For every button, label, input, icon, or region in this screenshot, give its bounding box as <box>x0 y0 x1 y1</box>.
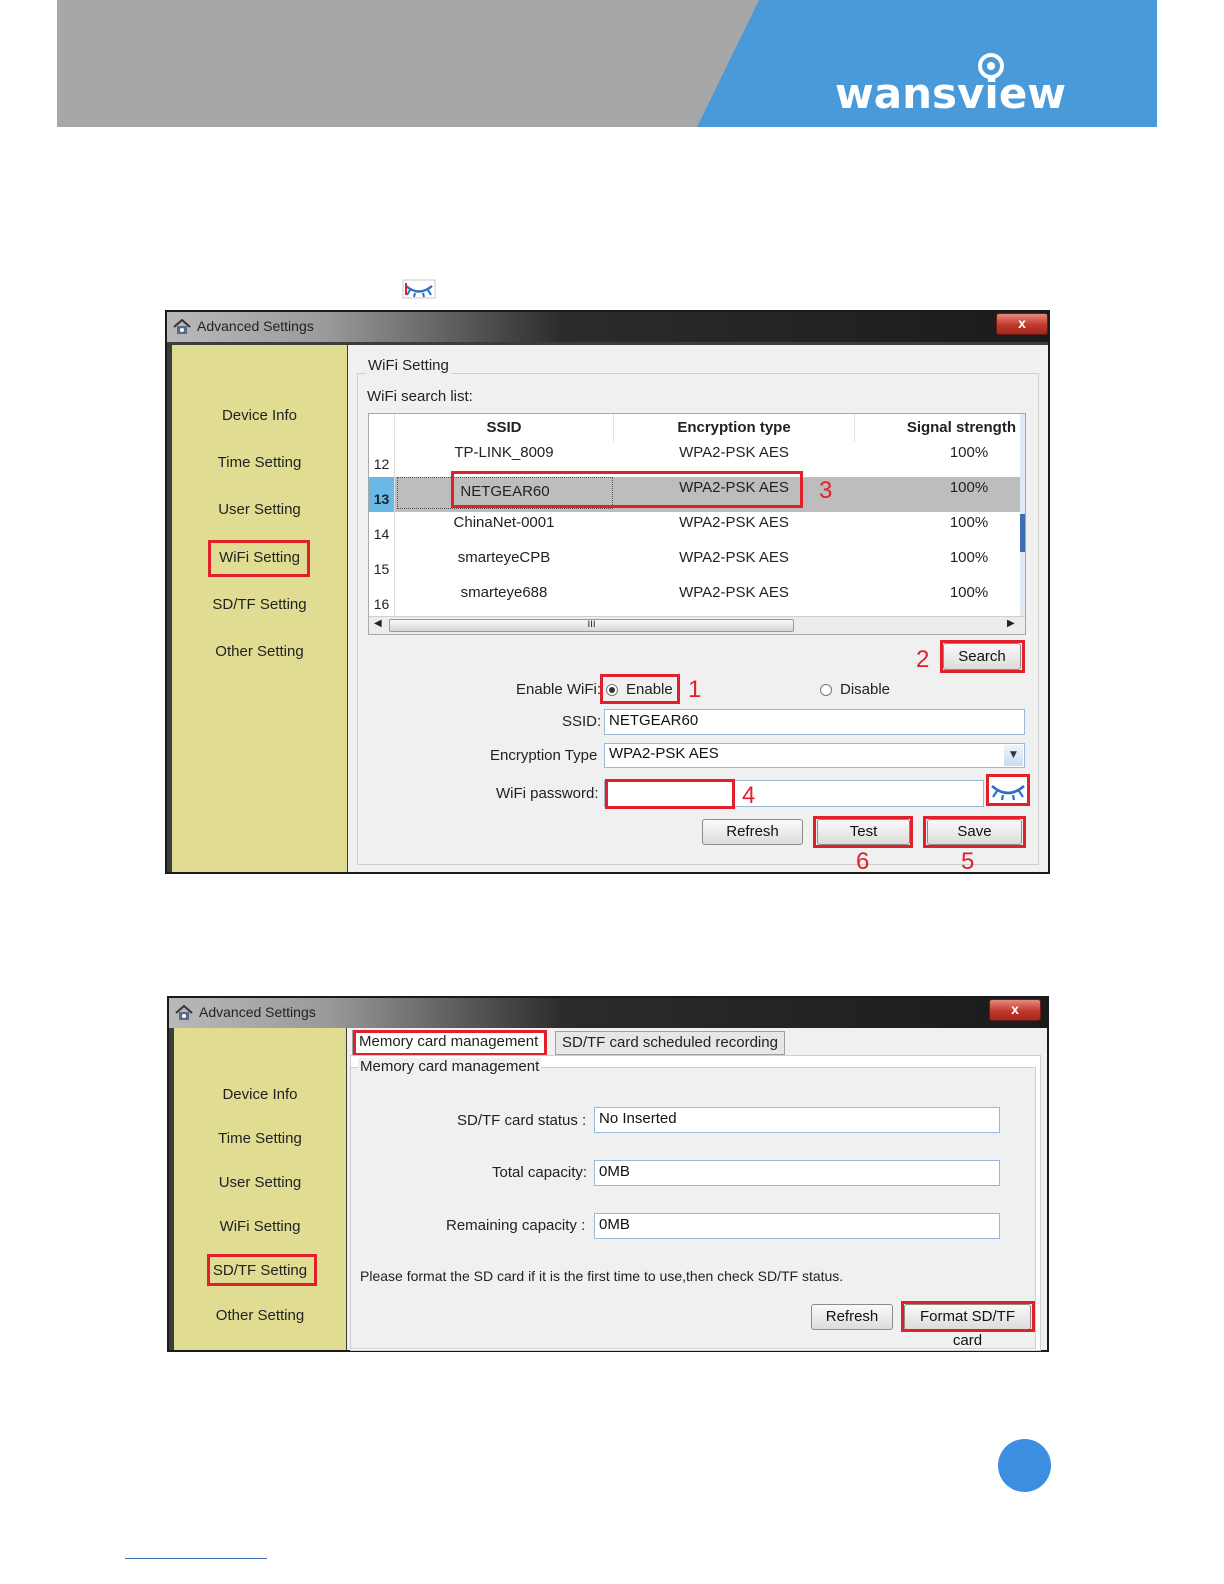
table-row[interactable] <box>369 512 1021 547</box>
row-number: 14 <box>369 512 395 547</box>
remaining-capacity-field[interactable]: 0MB <box>594 1213 1000 1239</box>
refresh-button[interactable]: Refresh <box>702 819 803 845</box>
save-button[interactable]: Save <box>927 819 1022 845</box>
cell-signal: 100% <box>949 549 989 566</box>
refresh-button[interactable]: Refresh <box>811 1304 893 1330</box>
show-password-eye-icon[interactable] <box>986 774 1030 806</box>
ssid-label: SSID: <box>562 713 602 730</box>
sidebar-item-wifi-setting[interactable]: WiFi Setting <box>219 1218 301 1235</box>
sidebar-item-other-setting[interactable]: Other Setting <box>215 1307 305 1324</box>
dialog-titlebar <box>169 998 1047 1028</box>
cell-signal: 100% <box>949 444 989 461</box>
disable-radio-label[interactable]: Disable <box>840 681 891 698</box>
scroll-right-arrow-icon[interactable]: ▶ <box>1007 618 1015 629</box>
svg-text:wansview: wansview <box>835 69 1067 112</box>
step-4-label: 4 <box>742 782 756 809</box>
encryption-type-label: Encryption Type <box>490 747 598 764</box>
step-6-label: 6 <box>856 848 870 875</box>
highlight-save <box>923 816 1026 848</box>
chevron-down-icon[interactable]: ▼ <box>1004 745 1023 766</box>
total-capacity-label: Total capacity: <box>492 1164 588 1181</box>
cell-encryption: WPA2-PSK AES <box>679 479 789 496</box>
sidebar-item-device-info[interactable]: Device Info <box>221 407 298 424</box>
tab-memory-card-management[interactable]: Memory card management <box>352 1030 545 1056</box>
remaining-capacity-label: Remaining capacity : <box>446 1217 586 1234</box>
highlight-enable <box>600 674 680 704</box>
step-3-label: 3 <box>819 477 833 504</box>
enable-radio-label[interactable]: Enable <box>626 681 673 698</box>
enable-wifi-label: Enable WiFi: <box>516 681 602 698</box>
row-number: 13 <box>369 477 395 512</box>
tab-sdtf-scheduled-recording[interactable]: SD/TF card scheduled recording <box>555 1031 785 1055</box>
cell-ssid: smarteyeCPB <box>457 549 551 566</box>
search-button[interactable]: Search <box>943 643 1021 670</box>
sidebar-item-sdtf-setting[interactable]: SD/TF Setting <box>212 1262 308 1279</box>
highlight-sdtf-setting <box>207 1254 317 1286</box>
sdtf-status-label: SD/TF card status : <box>457 1112 587 1129</box>
column-header-signal[interactable]: Signal strength <box>855 414 1021 442</box>
close-button[interactable]: x <box>989 999 1041 1021</box>
cell-signal: 100% <box>949 479 989 496</box>
search-list-label: WiFi search list: <box>367 388 473 405</box>
sidebar-item-other-setting[interactable]: Other Setting <box>215 643 304 660</box>
total-capacity-field[interactable]: 0MB <box>594 1160 1000 1186</box>
sidebar-item-user-setting[interactable]: User Setting <box>218 501 301 518</box>
cell-ssid: NETGEAR60 <box>397 477 613 509</box>
header-banner <box>57 0 1157 127</box>
row-number: 12 <box>369 442 395 477</box>
step-5-label: 5 <box>961 848 975 875</box>
step-2-label: 2 <box>916 646 930 673</box>
group-title: WiFi Setting <box>368 357 449 374</box>
cell-encryption: WPA2-PSK AES <box>679 514 789 531</box>
highlight-selected-network <box>451 471 803 508</box>
house-camera-icon <box>173 319 191 335</box>
wansview-logo <box>835 52 1067 112</box>
vertical-scrollbar[interactable] <box>1020 414 1025 616</box>
sidebar-item-time-setting[interactable]: Time Setting <box>218 1130 302 1147</box>
highlight-search <box>940 640 1025 673</box>
group-title: Memory card management <box>360 1058 540 1075</box>
step-1-label: 1 <box>688 676 702 703</box>
eye-closed-icon <box>402 279 436 299</box>
cell-encryption: WPA2-PSK AES <box>679 549 789 566</box>
footer-rule <box>125 1558 267 1559</box>
highlight-memory-tab <box>353 1030 547 1056</box>
cell-ssid: smarteye688 <box>460 584 548 601</box>
dialog-title: Advanced Settings <box>197 318 314 334</box>
row-number: 15 <box>369 547 395 582</box>
highlight-wifi-setting <box>208 540 310 577</box>
cell-signal: 100% <box>949 584 989 601</box>
sidebar <box>174 1028 346 1350</box>
column-header-ssid[interactable]: SSID <box>395 414 614 442</box>
dialog-titlebar <box>167 312 1048 342</box>
sidebar <box>172 345 347 872</box>
wifi-search-table <box>368 413 1026 635</box>
sidebar-item-user-setting[interactable]: User Setting <box>218 1174 302 1191</box>
cell-signal: 100% <box>949 514 989 531</box>
highlight-test <box>813 816 913 848</box>
page-number-circle <box>998 1439 1051 1492</box>
house-camera-icon <box>175 1005 193 1021</box>
column-header-encryption[interactable]: Encryption type <box>614 414 855 442</box>
table-row[interactable] <box>369 582 1021 617</box>
sidebar-item-sdtf-setting[interactable]: SD/TF Setting <box>212 596 307 613</box>
format-sdtf-button[interactable]: Format SD/TF card <box>904 1304 1031 1330</box>
test-button[interactable]: Test <box>817 819 910 845</box>
disable-radio[interactable] <box>820 684 832 696</box>
sidebar-item-time-setting[interactable]: Time Setting <box>217 454 302 471</box>
wifi-password-label: WiFi password: <box>496 785 599 802</box>
ssid-field[interactable]: NETGEAR60 <box>604 709 1025 735</box>
sidebar-item-device-info[interactable]: Device Info <box>222 1086 298 1103</box>
highlight-format <box>901 1301 1035 1332</box>
sidebar-item-wifi-setting[interactable]: WiFi Setting <box>219 549 300 566</box>
scroll-left-arrow-icon[interactable]: ◀ <box>374 618 382 629</box>
cell-encryption: WPA2-PSK AES <box>679 444 789 461</box>
table-corner <box>369 414 395 442</box>
horizontal-scroll-thumb[interactable] <box>389 619 794 632</box>
vertical-scroll-thumb[interactable] <box>1020 514 1025 552</box>
sdtf-status-field[interactable]: No Inserted <box>594 1107 1000 1133</box>
cell-ssid: TP-LINK_8009 <box>454 444 554 461</box>
highlight-password <box>605 779 735 809</box>
table-row[interactable] <box>369 547 1021 582</box>
dialog-title: Advanced Settings <box>199 1004 316 1020</box>
close-button[interactable]: x <box>996 313 1048 335</box>
scroll-grip: III <box>587 620 596 630</box>
horizontal-scrollbar[interactable] <box>369 616 1025 635</box>
row-number: 16 <box>369 582 395 617</box>
encryption-type-select[interactable]: WPA2-PSK AES <box>604 743 1025 768</box>
cell-encryption: WPA2-PSK AES <box>679 584 789 601</box>
cell-ssid: ChinaNet-0001 <box>453 514 555 531</box>
format-note: Please format the SD card if it is the first time to use,then check SD/TF status. <box>360 1268 844 1284</box>
